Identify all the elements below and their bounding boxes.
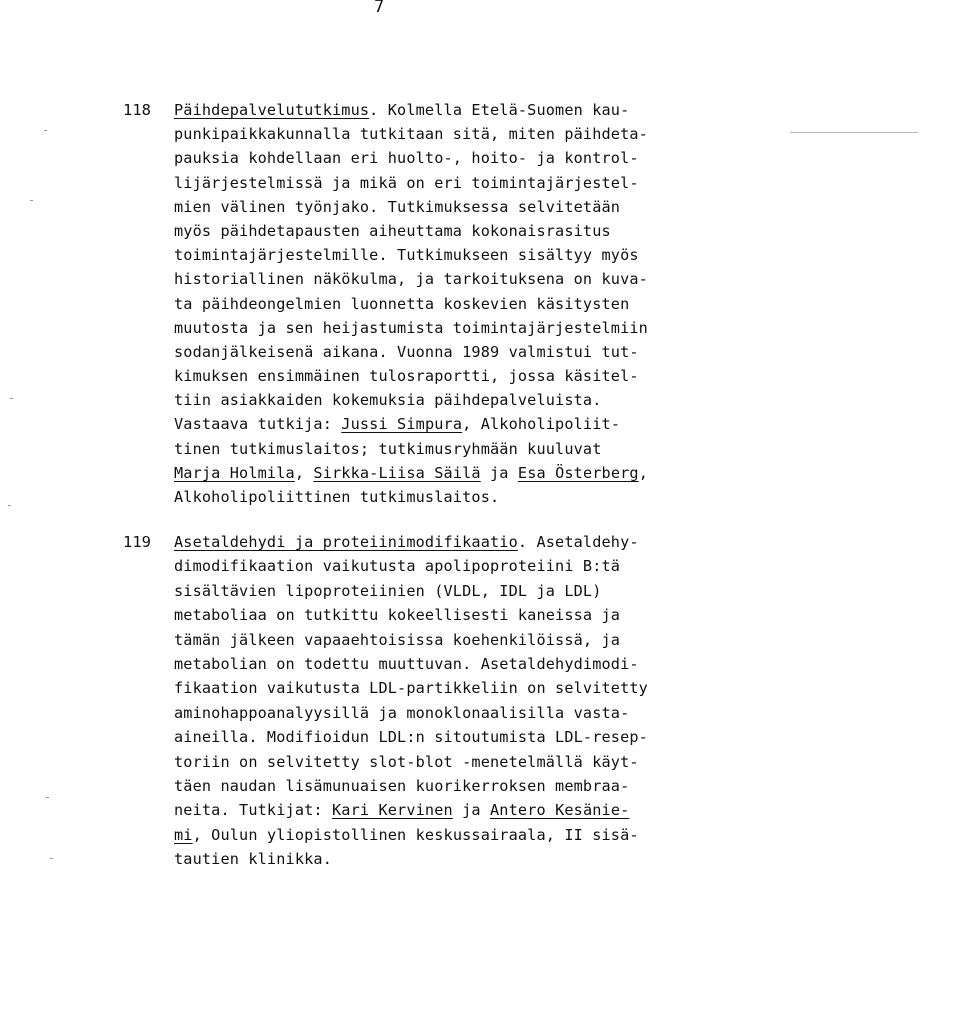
entry-number: 118 bbox=[123, 101, 151, 119]
text-line bbox=[174, 146, 674, 170]
text-segment: lijärjestelmissä ja mikä on eri toimintajärjestel- bbox=[174, 173, 639, 192]
text-segment: täen naudan lisämunuaisen kuorikerroksen membraa- bbox=[174, 776, 630, 795]
text-line bbox=[174, 267, 674, 291]
text-segment: tiin asiakkaiden kokemuksia päihdepalveluista. bbox=[174, 391, 602, 410]
text-line bbox=[174, 847, 674, 871]
text-line bbox=[174, 798, 674, 822]
speck bbox=[10, 398, 13, 399]
text-segment: dimodifikaation vaikutusta apolipoproteiini B:tä bbox=[174, 557, 621, 576]
underlined-name: Esa Österberg bbox=[517, 463, 639, 482]
speck bbox=[8, 505, 11, 506]
text-segment: sodanjälkeisenä aikana. Vuonna 1989 valmistui tut- bbox=[174, 342, 639, 361]
text-line bbox=[174, 603, 674, 627]
text-segment: , bbox=[294, 463, 314, 482]
text-line bbox=[174, 219, 674, 243]
text-segment: Vastaava tutkija: bbox=[174, 415, 342, 434]
text-line bbox=[174, 676, 674, 700]
text-segment: ja bbox=[452, 801, 491, 820]
text-segment: , Oulun yliopistollinen keskussairaala, II sisä- bbox=[192, 825, 639, 844]
text-line bbox=[174, 316, 674, 340]
underlined-name: Antero Kesänie- bbox=[490, 801, 630, 820]
speck bbox=[46, 797, 49, 798]
text-segment: neita. Tutkijat: bbox=[174, 801, 332, 820]
text-line bbox=[174, 412, 674, 436]
text-segment: toriin on selvitetty slot-blot -menetelmällä käyt- bbox=[174, 752, 639, 771]
text-line bbox=[174, 725, 674, 749]
text-segment: muutosta ja sen heijastumista toimintajärjestelmiin bbox=[174, 318, 648, 337]
speck bbox=[30, 200, 33, 201]
text-line bbox=[174, 485, 674, 509]
text-line bbox=[174, 652, 674, 676]
text-line bbox=[174, 774, 674, 798]
underlined-name: Marja Holmila bbox=[174, 463, 295, 482]
text-line bbox=[174, 98, 674, 122]
text-segment: aminohappoanalyysillä ja monoklonaalisilla vasta- bbox=[174, 703, 630, 722]
text-segment: , bbox=[638, 463, 649, 482]
text-segment: myös päihdetapausten aiheuttama kokonaisrasitus bbox=[174, 221, 611, 240]
text-segment: fikaation vaikutusta LDL-partikkeliin on selvitetty bbox=[174, 679, 648, 698]
entry-text bbox=[174, 98, 674, 509]
text-line bbox=[174, 340, 674, 364]
text-segment: kimuksen ensimmäinen tulosraportti, jossa käsitel- bbox=[174, 367, 639, 386]
text-line bbox=[174, 823, 674, 847]
text-line bbox=[174, 388, 674, 412]
text-line bbox=[174, 195, 674, 219]
text-line bbox=[174, 437, 674, 461]
text-segment: toimintajärjestelmille. Tutkimukseen sisältyy myös bbox=[174, 246, 639, 265]
underlined-name: Asetaldehydi ja proteiinimodifikaatio bbox=[174, 533, 518, 551]
edge-rule bbox=[790, 132, 918, 133]
text-segment: . Asetaldehy- bbox=[517, 533, 639, 551]
text-line bbox=[174, 554, 674, 578]
text-segment: metaboliaa on tutkittu kokeellisesti kaneissa ja bbox=[174, 606, 621, 625]
underlined-name: Jussi Simpura bbox=[341, 415, 463, 434]
speck bbox=[50, 858, 53, 859]
text-segment: punkipaikkakunnalla tutkitaan sitä, miten päihdeta- bbox=[174, 125, 648, 144]
text-line bbox=[174, 579, 674, 603]
underlined-name: Päihdepalvelututkimus bbox=[174, 101, 370, 119]
text-segment: sisältävien lipoproteiinien (VLDL, IDL ja LDL) bbox=[174, 581, 602, 600]
text-line bbox=[174, 243, 674, 267]
text-segment: , Alkoholipoliit- bbox=[462, 415, 621, 434]
page-number: 7 bbox=[374, 0, 385, 17]
text-segment: ja bbox=[480, 463, 518, 482]
text-segment: pauksia kohdellaan eri huolto-, hoito- ja kontrol- bbox=[174, 149, 639, 168]
text-segment: Alkoholipoliittinen tutkimuslaitos. bbox=[174, 488, 500, 506]
entry-text bbox=[174, 530, 674, 871]
text-line bbox=[174, 750, 674, 774]
text-segment: metabolian on todettu muuttuvan. Asetaldehydimodi- bbox=[174, 654, 639, 673]
text-segment: mien välinen työnjako. Tutkimuksessa selvitetään bbox=[174, 197, 621, 216]
text-segment: . Kolmella Etelä-Suomen kau- bbox=[369, 101, 630, 119]
text-segment: ta päihdeongelmien luonnetta koskevien käsitysten bbox=[174, 294, 630, 313]
speck bbox=[44, 130, 47, 131]
underlined-name: Sirkka-Liisa Säilä bbox=[313, 463, 481, 482]
text-line bbox=[174, 701, 674, 725]
text-line bbox=[174, 292, 674, 316]
text-line bbox=[174, 530, 674, 554]
text-segment: tautien klinikka. bbox=[174, 850, 332, 869]
text-segment: tinen tutkimuslaitos; tutkimusryhmään kuuluvat bbox=[174, 439, 602, 458]
text-segment: historiallinen näkökulma, ja tarkoituksena on kuva- bbox=[174, 270, 648, 289]
text-line bbox=[174, 461, 674, 485]
text-line bbox=[174, 122, 674, 146]
underlined-name: Kari Kervinen bbox=[332, 801, 453, 820]
text-segment: tämän jälkeen vapaaehtoisissa koehenkilöissä, ja bbox=[174, 630, 621, 649]
text-line bbox=[174, 628, 674, 652]
underlined-name: mi bbox=[174, 825, 193, 844]
text-segment: aineilla. Modifioidun LDL:n sitoutumista LDL-resep- bbox=[174, 728, 648, 747]
entry-number: 119 bbox=[123, 533, 151, 551]
text-line bbox=[174, 171, 674, 195]
text-line bbox=[174, 364, 674, 388]
